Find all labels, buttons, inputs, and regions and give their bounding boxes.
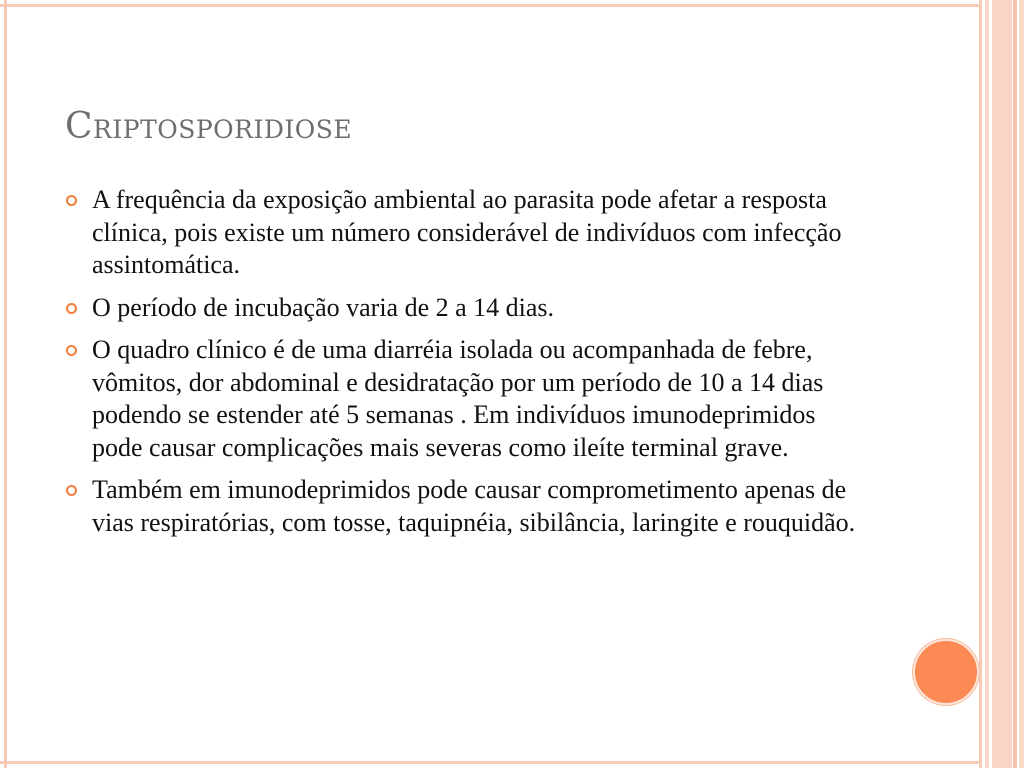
decorative-circle	[913, 639, 979, 705]
circle-bullet-icon	[66, 195, 77, 206]
decorative-stripe	[1013, 0, 1017, 768]
bullet-item	[64, 292, 864, 325]
decorative-stripe	[1019, 0, 1024, 768]
frame-left-line	[4, 0, 7, 768]
bullet-item	[64, 184, 864, 282]
circle-bullet-icon	[66, 485, 77, 496]
bullet-item	[64, 334, 864, 464]
bullet-text: O período de incubação varia de 2 a 14 dias.	[92, 292, 555, 322]
bullet-list	[64, 184, 864, 549]
decorative-stripe	[985, 0, 989, 768]
bullet-text: O quadro clínico é de uma diarréia isolada ou acompanhada de febre, vômitos, dor abdominal e desidratação por um período de 10 a 14 dias podendo se estender até 5 semanas . Em indivíduos imunodeprimidos pode causar complicações mais severas como ileíte terminal grave.	[92, 335, 824, 462]
decorative-stripe	[992, 0, 1012, 768]
slide-title: Criptosporidiose	[65, 106, 353, 147]
bullet-text: A frequência da exposição ambiental ao parasita pode afetar a resposta clínica, pois existe um número considerável de indivíduos com infecção assintomática.	[92, 185, 842, 279]
bullet-item	[64, 474, 864, 539]
frame-top-line	[0, 4, 982, 7]
circle-bullet-icon	[66, 345, 77, 356]
frame-bottom-line	[0, 761, 982, 764]
bullet-text: Também em imunodeprimidos pode causar comprometimento apenas de vias respiratórias, com tosse, taquipnéia, sibilância, laringite e rouquidão.	[92, 475, 856, 537]
circle-bullet-icon	[66, 303, 77, 314]
decorative-stripe	[979, 0, 982, 768]
